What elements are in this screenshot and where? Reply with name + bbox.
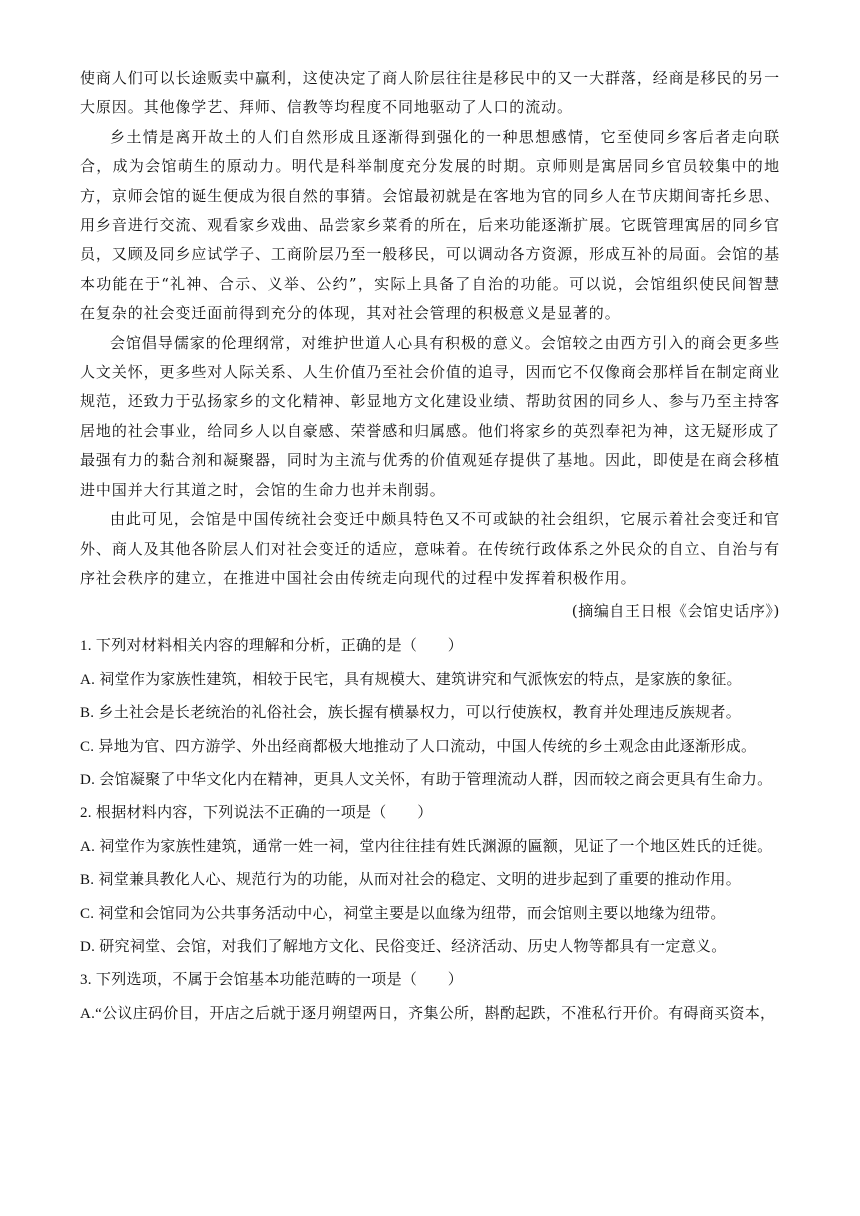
passage bbox=[80, 64, 780, 626]
question-1-option-d: D. 会馆凝聚了中华文化内在精神，更具人文关怀，有助于管理流动人群，因而较之商会更具有生命力。 bbox=[80, 771, 773, 788]
passage-paragraph-1: 使商人们可以长途贩卖中赢利，这使决定了商人阶层往往是移民中的又一大群落，经商是移民的另一大原因。其他像学艺、拜师、信教等均程度不同地驱动了人口的流动。 bbox=[80, 69, 780, 117]
passage-paragraph-3: 会馆倡导儒家的伦理纲常，对维护世道人心具有积极的意义。会馆较之由西方引入的商会更多些人文关怀，更多些对人际关系、人生价值乃至社会价值的追寻，因而它不仅像商会那样旨在制定商业规范，还致力于弘扬家乡的文化精神、彰显地方文化建设业绩、帮助贫困的同乡人、参与乃至主持客居地的社会事业，给同乡人以自豪感、荣誉感和归属感。他们将家乡的英烈奉祀为神，这无疑形成了最强有力的黏合剂和凝聚器，同时为主流与优秀的价值观延存提供了基地。因此，即使是在商会移植进中国并大行其道之时，会馆的生命力也并未削弱。 bbox=[80, 333, 780, 499]
question-2-option-b: B. 祠堂兼具教化人心、规范行为的功能，从而对社会的稳定、文明的进步起到了重要的推动作用。 bbox=[80, 872, 742, 889]
question-2-option-a: A. 祠堂作为家族性建筑，通常一姓一祠，堂内往往挂有姓氏渊源的匾额，见证了一个地区姓氏的迁徙。 bbox=[80, 838, 773, 855]
question-3-stem: 3. 下列选项，不属于会馆基本功能范畴的一项是（ ） bbox=[80, 972, 464, 989]
question-1-stem: 1. 下列对材料相关内容的理解和分析，正确的是（ ） bbox=[80, 638, 464, 655]
question-2-stem: 2. 根据材料内容，下列说法不正确的一项是（ ） bbox=[80, 805, 433, 822]
question-1-option-c: C. 异地为官、四方游学、外出经商都极大地推动了人口流动，中国人传统的乡土观念由此逐渐形成。 bbox=[80, 738, 757, 755]
passage-paragraph-2: 乡土情是离开故土的人们自然形成且逐渐得到强化的一种思想感情，它至使同乡客后者走向联合，成为会馆萌生的原动力。明代是科举制度充分发展的时期。京师则是寓居同乡官员较集中的地方，京师会馆的诞生便成为很自然的事猜。会馆最初就是在客地为官的同乡人在节庆期间寄托乡思、用乡音进行交流、观看家乡戏曲、品尝家乡菜肴的所在，后来功能逐渐扩展。它既管理寓居的同乡官员，又顾及同乡应试学子、工商阶层乃至一般移民，可以调动各方资源，形成互补的局面。会馆的基本功能在于“礼神、合示、义举、公约”，实际上具备了自治的功能。可以说，会馆组织使民间智慧在复杂的社会变迁面前得到充分的体现，其对社会管理的积极意义是显著的。 bbox=[80, 127, 780, 323]
document-page bbox=[80, 64, 780, 1031]
question-3-option-a: A.“公议庄码价目，开店之后就于逐月朔望两日，齐集公所，斟酌起跌，不准私行开价。有碍商买资本， bbox=[80, 1005, 776, 1022]
question-1-option-b: B. 乡土社会是长老统治的礼俗社会，族长握有横暴权力，可以行使族权，教育并处理违反族规者。 bbox=[80, 705, 742, 722]
question-2-option-c: C. 祠堂和会馆同为公共事务活动中心，祠堂主要是以血缘为纽带，而会馆则主要以地缘为纽带。 bbox=[80, 905, 726, 922]
question-2-option-d: D. 研究祠堂、会馆，对我们了解地方文化、民俗变迁、经济活动、历史人物等都具有一定意义。 bbox=[80, 938, 727, 955]
question-list bbox=[80, 630, 780, 1031]
passage-source: (摘编自王日根《会馆史话序》) bbox=[571, 602, 780, 621]
passage-paragraph-4: 由此可见，会馆是中国传统社会变迁中颇具特色又不可或缺的社会组织，它展示着社会变迁和官外、商人及其他各阶层人们对社会变迁的适应，意味着。在传统行政体系之外民众的自立、自治与有序社会秩序的建立，在推进中国社会由传统走向现代的过程中发挥着积极作用。 bbox=[80, 510, 780, 587]
question-1-option-a: A. 祠堂作为家族性建筑，相较于民宅，具有规模大、建筑讲究和气派恢宏的特点，是家族的象征。 bbox=[80, 671, 742, 688]
